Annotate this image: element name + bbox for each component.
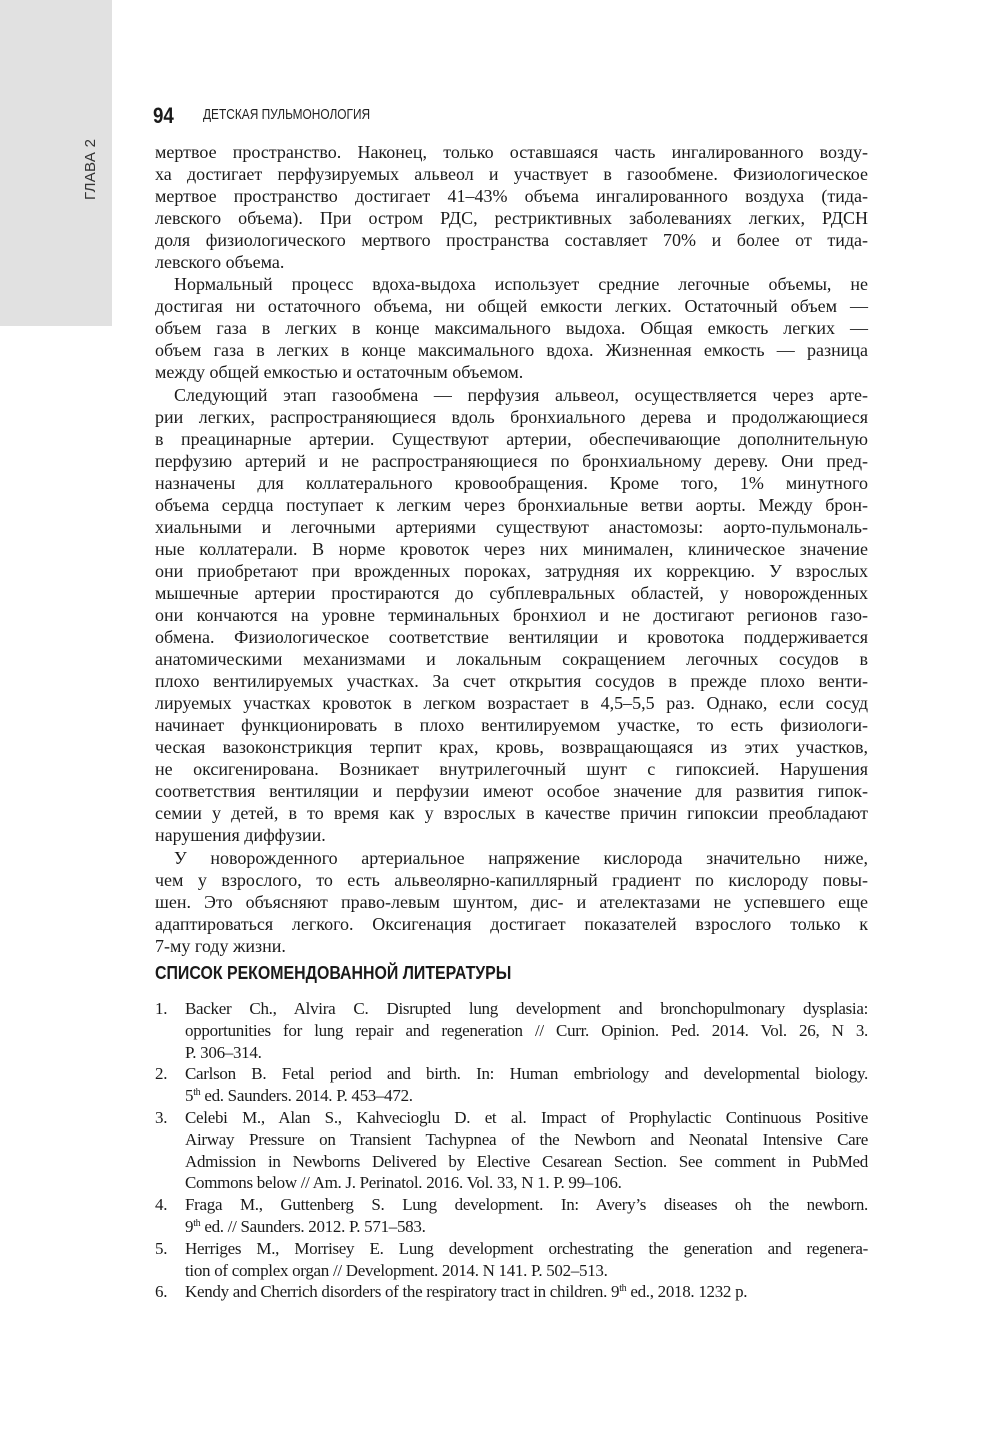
superscript: th [193,1087,201,1099]
text-line: между общей емкостью и остаточным объемом. [155,362,524,383]
text-line: назначены для коллатерального кровообращения. Кроме того, 1% минутного [155,472,868,493]
reference-line [185,1107,868,1129]
page-number: 94 [153,103,174,128]
reference-text: Carlson B. Fetal period and birth. In: Human embriology and developmental biology. [185,1064,868,1084]
reference-text: Herriges M., Morrisey E. Lung development orchestrating the generation and regenera- [185,1238,868,1258]
text-line: объема сердца поступает к легким через бронхиальные ветви аорты. Между брон- [155,494,868,515]
reference-line [185,1216,868,1238]
body-text [155,141,868,957]
text-line: адаптироваться легкого. Оксигенация достигает показателей взрослого только к [155,913,868,934]
text-line: 7-му году жизни. [155,935,286,956]
text-line: они кончаются на уровне терминальных бронхиол и не достигают регионов газо- [155,604,868,625]
text-line: шен. Это объясняют право-левым шунтом, дис- и ателектазами не успевшего еще [155,891,868,912]
reference-text: Admission in Newborns Delivered by Elective Cesarean Section. See comment in PubMed [185,1151,868,1171]
text-line: начинает функционировать в плохо вентилируемом участке, то есть физиологи- [155,715,868,736]
reference-item [155,998,868,1063]
reference-line [185,1042,868,1064]
text-line: мертвое пространство. Наконец, только оставшаяся часть ингалированного возду- [155,142,868,162]
text-line: Нормальный процесс вдоха-выдоха использует средние легочные объемы, не [174,274,868,295]
reference-text: Commons below // Am. J. Perinatol. 2016. Vol. 33, N 1. P. 99–106. [185,1173,622,1193]
text-line: лируемых участках кровоток в легком возрастает в 4,5–5,5 раз. Однако, если сосуд [155,693,868,714]
reference-item [155,1107,868,1194]
reference-line [185,1020,868,1042]
reference-text: Backer Ch., Alvira C. Disrupted lung development and bronchopulmonary dysplasia: [185,999,868,1018]
text-line: ческая вазоконстрикция терпит крах, кровь, возвращающаяся из этих участков, [155,737,868,758]
text-line: ха достигает перфузируемых альвеол и участвует в газообмене. Физиологическое [155,164,868,185]
text-line: плохо вентилируемых участках. За счет открытия сосудов в прежде плохо венти- [155,671,868,692]
text-line: перфузию артерий и не распространяющиеся по бронхиальному дереву. Они пред- [155,450,868,471]
superscript: th [619,1283,627,1295]
reference-text: ed. Saunders. 2014. P. 453–472. [200,1086,413,1106]
running-head: ДЕТСКАЯ ПУЛЬМОНОЛОГИЯ [203,107,371,123]
reference-line [185,1281,868,1303]
reference-line [185,1063,868,1085]
reference-line [185,1260,868,1282]
reference-text: 9 [185,1216,194,1236]
reference-number: 5. [155,1238,168,1258]
reference-text: ed., 2018. 1232 p. [626,1282,748,1302]
reference-line [185,1129,868,1151]
text-line: рии легких, распространяющиеся вдоль бронхиального дерева и продолжающиеся [155,406,868,427]
text-line: ные коллатерали. В норме кровоток через них минимален, клиническое значение [155,538,868,559]
text-line: Следующий этап газообмена — перфузия альвеол, осуществляется через арте- [174,384,868,405]
text-line: нарушения диффузии. [155,825,326,846]
reference-text: opportunities for lung repair and regeneration // Curr. Opinion. Ped. 2014. Vol. 26, N 3. [185,1020,868,1040]
text-line: в преацинарные артерии. Существуют артерии, обеспечивающие дополнительную [155,428,868,449]
reference-text: Celebi M., Alan S., Kahvecioglu D. et al. Impact of Prophylactic Continuous Positive [185,1107,868,1127]
reference-number: 2. [155,1064,168,1084]
reference-text: Airway Pressure on Transient Tachypnea of the Newborn and Neonatal Intensive Care [185,1129,868,1149]
chapter-sidebar [0,0,112,326]
reference-item [155,1194,868,1238]
reference-number: 3. [155,1107,168,1127]
text-line: левского объема. [155,252,285,273]
reference-line [185,1151,868,1173]
text-line: анатомическими механизмами и локальным сокращением легочных сосудов в [155,649,868,670]
reference-number: 6. [155,1282,168,1302]
text-line: левского объема). При остром РДС, рестриктивных заболеваниях легких, РДСН [155,208,868,229]
superscript: th [193,1217,201,1229]
reference-number: 4. [155,1195,168,1215]
chapter-label: ГЛАВА 2 [82,138,99,200]
paragraph [155,141,868,273]
references-heading: СПИСОК РЕКОМЕНДОВАННОЙ ЛИТЕРАТУРЫ [155,962,512,983]
text-line: объем газа в легких в конце максимального вдоха. Жизненная емкость — разница [155,340,868,361]
reference-item [155,1238,868,1282]
reference-line [185,998,868,1020]
reference-text: ed. // Saunders. 2012. P. 571–583. [200,1216,426,1236]
reference-item [155,1281,868,1303]
reference-text: Fraga M., Guttenberg S. Lung development. In: Avery’s diseases oh the newborn. [185,1195,868,1215]
text-line: они приобретают при врожденных пороках, затрудняя их коррекцию. У взрослых [155,560,868,581]
reference-text: 5 [185,1086,194,1106]
reference-text: tion of complex organ // Development. 2014. N 141. P. 502–513. [185,1260,608,1280]
text-line: семии у детей, в то время как у взрослых в качестве причин гипоксии преобладают [155,803,868,824]
text-line: доля физиологического мертвого пространства составляет 70% и более от тида- [155,230,868,251]
paragraph [155,847,868,957]
text-line: соответствия вентиляции и перфузии имеют особое значение для развития гипок- [155,781,868,802]
reference-line [185,1238,868,1260]
reference-line [185,1172,868,1194]
paragraph [155,273,868,383]
text-line: мертвое пространство достигает 41–43% объема ингалированного воздуха (тида- [155,186,868,207]
reference-text: Kendy and Cherrich disorders of the respiratory tract in children. 9 [185,1282,620,1302]
reference-number: 1. [155,999,168,1018]
reference-line [185,1085,868,1107]
paragraph [155,384,868,847]
reference-list [155,998,868,1303]
reference-line [185,1194,868,1216]
text-line: мышечные артерии простираются до субплевральных областей, у новорожденных [155,582,868,603]
text-line: объем газа в легких в конце максимального выдоха. Общая емкость легких — [155,318,868,339]
text-line: У новорожденного артериальное напряжение кислорода значительно ниже, [174,847,868,868]
reference-item [155,1063,868,1107]
text-line: не оксигенирована. Возникает внутрилегочный шунт с гипоксией. Нарушения [155,759,868,780]
text-line: хиальными и легочными артериями существуют анастомозы: аорто-пульмональ- [155,516,868,537]
text-line: чем у взрослого, то есть альвеолярно-капиллярный градиент по кислороду повы- [155,869,868,890]
reference-text: P. 306–314. [185,1042,262,1062]
text-line: достигая ни остаточного объема, ни общей емкости легких. Остаточный объем — [155,296,868,317]
text-line: обмена. Физиологическое соответствие вентиляции и кровотока поддерживается [155,627,868,648]
